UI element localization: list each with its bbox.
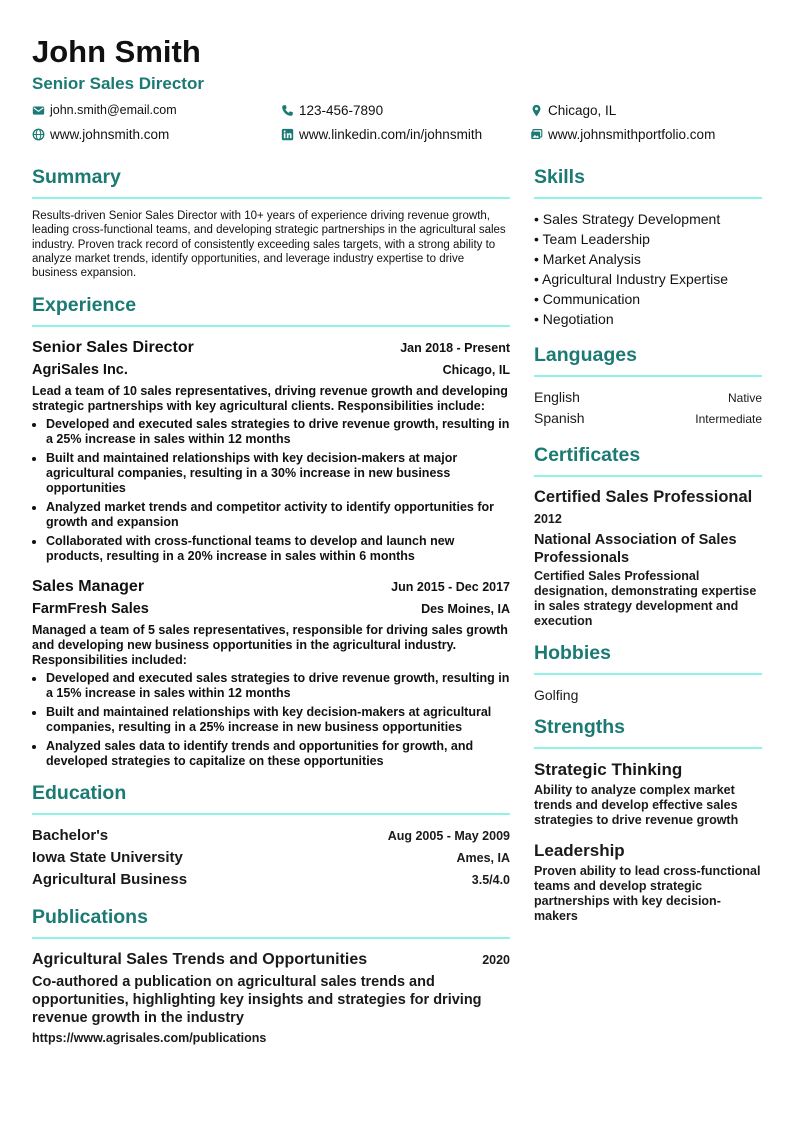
certificates-heading: Certificates (534, 444, 641, 466)
publications-heading: Publications (32, 906, 148, 929)
education-location: Ames, IA (456, 851, 510, 866)
contact-website[interactable] (32, 125, 281, 143)
section-divider (32, 197, 510, 199)
job-dates: Jun 2015 - Dec 2017 (391, 580, 510, 595)
job-company: FarmFresh Sales (32, 601, 149, 618)
strengths-section (534, 715, 762, 924)
strengths-heading: Strengths (534, 716, 626, 738)
contact-linkedin-text: www.linkedin.com/in/johnsmith (299, 126, 483, 142)
language-item (534, 408, 762, 429)
certificate-year: 2012 (534, 512, 562, 526)
education-section (32, 781, 510, 891)
education-school: Iowa State University (32, 849, 183, 867)
contact-portfolio-text: www.johnsmithportfolio.com (548, 126, 716, 142)
section-divider (32, 813, 510, 815)
publication-title: Agricultural Sales Trends and Opportunities (32, 951, 368, 969)
section-divider (534, 475, 762, 477)
education-degree: Bachelor's (32, 827, 109, 845)
linkedin-icon (281, 128, 294, 141)
location-pin-icon (530, 104, 543, 117)
publications-section (32, 905, 510, 1047)
skill-item: • Sales Strategy Development (534, 211, 721, 227)
strength-description: Ability to analyze complex market trends and develop effective sales strategies to drive revenue growth (534, 783, 739, 827)
job-role: Senior Sales Director (32, 339, 194, 357)
job-location: Chicago, IL (442, 363, 510, 378)
job-role: Sales Manager (32, 578, 145, 596)
hobby-item: Golfing (534, 687, 579, 703)
contact-linkedin[interactable] (281, 125, 530, 143)
resume-columns (32, 165, 762, 1053)
languages-heading: Languages (534, 344, 637, 366)
section-divider (32, 325, 510, 327)
strength-name: Strategic Thinking (534, 760, 683, 779)
job-bullet: • Developed and executed sales strategies to drive revenue growth, resulting in a 15% increase in sales within 12 months (46, 671, 510, 701)
hobbies-section (534, 641, 762, 705)
job-description: Managed a team of 5 sales representatives, responsible for driving sales growth and developing new business opportunities in the agricultural industry. Responsibilities included: (32, 623, 508, 668)
language-name: Spanish (534, 410, 585, 426)
job-bullet: • Analyzed sales data to identify trends and opportunities for growth, and developed strategies to capitalize on these opportunities (46, 739, 510, 769)
job-description: Lead a team of 10 sales representatives, driving revenue growth and developing strategic partnerships with key agricultural clients. Responsibilities include: (32, 384, 508, 414)
education-heading: Education (32, 782, 127, 805)
job-bullet: • Built and maintained relationships with key decision-makers at major agricultural companies, resulting in a 30% increase in new business opportunities (46, 451, 510, 496)
skill-item: • Agricultural Industry Expertise (534, 271, 728, 287)
certificate-issuer: National Association of Sales Professionals (534, 532, 737, 566)
certificate-description: Certified Sales Professional designation, demonstrating expertise in sales strategy development and execution (534, 569, 757, 628)
job-dates: Jan 2018 - Present (400, 341, 510, 356)
job-location: Des Moines, IA (421, 602, 510, 617)
skill-item: • Market Analysis (534, 251, 641, 267)
languages-section (534, 343, 762, 429)
job-bullet: • Developed and executed sales strategies to drive revenue growth, resulting in a 25% increase in sales within 12 months (46, 417, 510, 447)
summary-heading: Summary (32, 166, 121, 188)
language-item (534, 387, 762, 408)
job-bullet: • Analyzed market trends and competitor activity to identify opportunities for growth and expansion (46, 500, 510, 530)
language-name: English (534, 389, 580, 405)
summary-text: Results-driven Senior Sales Director with 10+ years of experience driving revenue growth, leading cross-functional teams, and developing strategic partnerships in the agricultural sales industry. Proven track record of consistently exceeding sales targets, with a strong ability to analyze market trends, identify opportunities, and leverage industry expertise to drive business expansion. (32, 210, 506, 280)
strength-name: Leadership (534, 841, 625, 860)
section-divider (534, 197, 762, 199)
skills-heading: Skills (534, 166, 585, 188)
experience-heading: Experience (32, 294, 137, 317)
contact-location-text: Chicago, IL (548, 102, 617, 118)
education-dates: Aug 2005 - May 2009 (387, 829, 510, 844)
publication-description: Co-authored a publication on agricultural sales trends and opportunities, highlighting key insights and strategies for driving revenue growth in the industry (32, 974, 482, 1027)
strength-description: Proven ability to lead cross-functional teams and develop strategic partnerships with key decision-makers (534, 864, 761, 923)
skill-item: • Team Leadership (534, 231, 650, 247)
contact-email-text: john.smith@email.com (50, 103, 177, 117)
education-gpa: 3.5/4.0 (471, 873, 510, 888)
contact-portfolio[interactable] (530, 125, 762, 143)
globe-icon (32, 128, 45, 141)
education-field: Agricultural Business (32, 871, 188, 889)
contact-list (32, 101, 762, 143)
certificate-name: Certified Sales Professional (534, 488, 753, 506)
section-divider (32, 937, 510, 939)
skill-item: • Communication (534, 291, 641, 307)
section-divider (534, 673, 762, 675)
job-bullets (32, 671, 510, 769)
summary-section (32, 165, 510, 280)
section-divider (534, 747, 762, 749)
job-entry (32, 337, 510, 564)
contact-email[interactable] (32, 101, 281, 119)
experience-section (32, 293, 510, 769)
publication-link[interactable]: https://www.agrisales.com/publications (32, 1031, 267, 1046)
email-icon (32, 104, 45, 117)
certificates-section (534, 443, 762, 629)
job-bullet: • Collaborated with cross-functional teams to develop and launch new products, resulting in a 20% increase in sales within 6 months (46, 534, 510, 564)
contact-location (530, 101, 762, 119)
contact-website-text: www.johnsmith.com (50, 126, 170, 142)
skill-item: • Negotiation (534, 311, 614, 327)
contact-phone[interactable] (281, 101, 530, 119)
candidate-name: John Smith (32, 34, 201, 69)
job-bullet: • Built and maintained relationships with key decision-makers at agricultural companies, resulting in a 25% increase in new business opportunities (46, 705, 510, 735)
skills-section (534, 165, 762, 329)
phone-icon (281, 104, 294, 117)
language-level: Intermediate (695, 412, 762, 426)
language-level: Native (727, 391, 762, 405)
section-divider (534, 375, 762, 377)
publication-year: 2020 (482, 953, 510, 968)
left-column (32, 165, 510, 1053)
contact-phone-text: 123-456-7890 (299, 102, 384, 118)
job-company: AgriSales Inc. (32, 362, 128, 379)
job-entry (32, 576, 510, 769)
job-bullets (32, 417, 510, 564)
hobbies-heading: Hobbies (534, 642, 611, 664)
candidate-title: Senior Sales Director (32, 74, 204, 93)
resume-header (32, 34, 762, 143)
right-column (534, 165, 762, 1053)
portfolio-icon (530, 128, 543, 141)
